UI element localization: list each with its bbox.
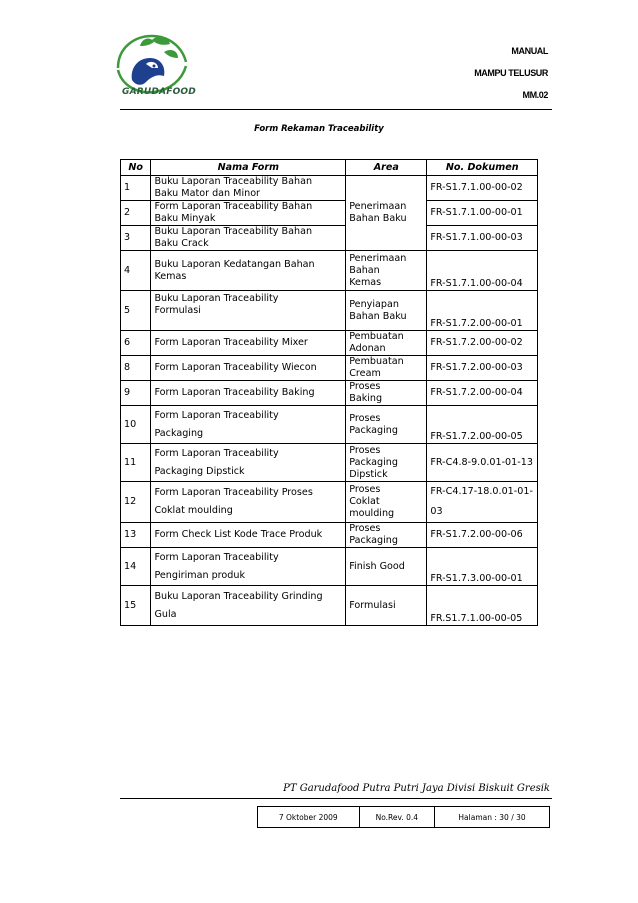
row-nama: Form Laporan Traceability Baking: [151, 381, 346, 406]
col-no-dokumen: No. Dokumen: [427, 160, 538, 176]
header-rule: [120, 109, 552, 110]
row-nama: Form Laporan Traceability Bahan Baku Minyak: [151, 201, 346, 226]
header-doc-code: MM.02: [522, 90, 548, 100]
row-no: 5: [121, 291, 151, 331]
logo-wordmark: GARUDAFOOD: [122, 87, 196, 97]
row-area: Penerimaan Bahan Baku: [346, 176, 427, 251]
row-no: 15: [121, 586, 151, 626]
table-row: [121, 201, 538, 226]
row-area: Pembuatan Cream: [346, 356, 427, 381]
table-row: [121, 482, 538, 523]
row-no: 3: [121, 226, 151, 251]
row-dokumen: FR-S1.7.2.00-00-02: [427, 331, 538, 356]
table-header-row: [121, 160, 538, 176]
row-dokumen: FR-S1.7.2.00-00-05: [427, 406, 538, 444]
row-no: 11: [121, 444, 151, 482]
footer-company: PT Garudafood Putra Putri Jaya Divisi Biskuit Gresik: [283, 783, 550, 794]
row-nama: Form Check List Kode Trace Produk: [151, 523, 346, 548]
row-area: Penyiapan Bahan Baku: [346, 291, 427, 331]
row-nama: Form Laporan Traceability Packaging: [151, 406, 346, 444]
row-dokumen: FR-S1.7.1.00-00-03: [427, 226, 538, 251]
table-row: [121, 406, 538, 444]
row-dokumen: FR-S1.7.2.00-00-06: [427, 523, 538, 548]
row-dokumen: FR-S1.7.2.00-00-01: [427, 291, 538, 331]
header-mampu-telusur: MAMPU TELUSUR: [474, 68, 548, 78]
col-area: Area: [346, 160, 427, 176]
row-area: Formulasi: [346, 586, 427, 626]
footer-page: Halaman : 30 / 30: [435, 807, 550, 828]
table-row: [121, 291, 538, 331]
header-manual: MANUAL: [511, 46, 548, 56]
row-nama: Form Laporan Traceability Wiecon: [151, 356, 346, 381]
row-no: 9: [121, 381, 151, 406]
row-dokumen: FR.S1.7.1.00-00-05: [427, 586, 538, 626]
row-dokumen: FR-S1.7.1.00-00-01: [427, 201, 538, 226]
row-area: Penerimaan Bahan Kemas: [346, 251, 427, 291]
row-no: 6: [121, 331, 151, 356]
row-area: Proses Packaging: [346, 523, 427, 548]
row-dokumen: FR-S1.7.1.00-00-04: [427, 251, 538, 291]
footer-date: 7 Oktober 2009: [258, 807, 360, 828]
row-nama: Buku Laporan Traceability Grinding Gula: [151, 586, 346, 626]
row-no: 13: [121, 523, 151, 548]
traceability-table: [120, 159, 538, 626]
row-nama: Buku Laporan Traceability Bahan Baku Mator dan Minor: [151, 176, 346, 201]
table-row: [121, 548, 538, 586]
col-nama-form: Nama Form: [151, 160, 346, 176]
row-dokumen: FR-S1.7.2.00-00-04: [427, 381, 538, 406]
table-row: [121, 444, 538, 482]
row-area: Proses Packaging: [346, 406, 427, 444]
row-no: 2: [121, 201, 151, 226]
row-nama: Buku Laporan Traceability Formulasi: [151, 291, 346, 331]
row-area: Pembuatan Adonan: [346, 331, 427, 356]
row-no: 8: [121, 356, 151, 381]
row-area: Finish Good: [346, 548, 427, 586]
table-row: [121, 356, 538, 381]
row-no: 12: [121, 482, 151, 523]
row-nama: Buku Laporan Traceability Bahan Baku Crack: [151, 226, 346, 251]
footer-revision: No.Rev. 0.4: [359, 807, 435, 828]
form-title: Form Rekaman Traceability: [254, 124, 384, 134]
row-nama: Form Laporan Traceability Proses Coklat moulding: [151, 482, 346, 523]
table-row: [121, 523, 538, 548]
row-nama: Form Laporan Traceability Mixer: [151, 331, 346, 356]
table-row: [121, 176, 538, 201]
row-nama: Buku Laporan Kedatangan Bahan Kemas: [151, 251, 346, 291]
row-nama: Form Laporan Traceability Pengiriman produk: [151, 548, 346, 586]
table-row: [121, 251, 538, 291]
col-no: No: [121, 160, 151, 176]
row-no: 1: [121, 176, 151, 201]
row-area: Proses Baking: [346, 381, 427, 406]
footer-info-table: [257, 806, 550, 828]
row-no: 10: [121, 406, 151, 444]
row-dokumen: FR-S1.7.1.00-00-02: [427, 176, 538, 201]
table-row: [121, 331, 538, 356]
footer-rule: [120, 798, 552, 799]
row-dokumen: FR-C4.17-18.0.01-01-03: [427, 482, 538, 523]
table-row: [121, 226, 538, 251]
row-no: 4: [121, 251, 151, 291]
table-row: [121, 586, 538, 626]
row-dokumen: FR-S1.7.3.00-00-01: [427, 548, 538, 586]
row-dokumen: FR-C4.8-9.0.01-01-13: [427, 444, 538, 482]
row-dokumen: FR-S1.7.2.00-00-03: [427, 356, 538, 381]
row-no: 14: [121, 548, 151, 586]
row-area: Proses Packaging Dipstick: [346, 444, 427, 482]
row-nama: Form Laporan Traceability Packaging Dipstick: [151, 444, 346, 482]
row-area: Proses Coklat moulding: [346, 482, 427, 523]
table-row: [121, 381, 538, 406]
